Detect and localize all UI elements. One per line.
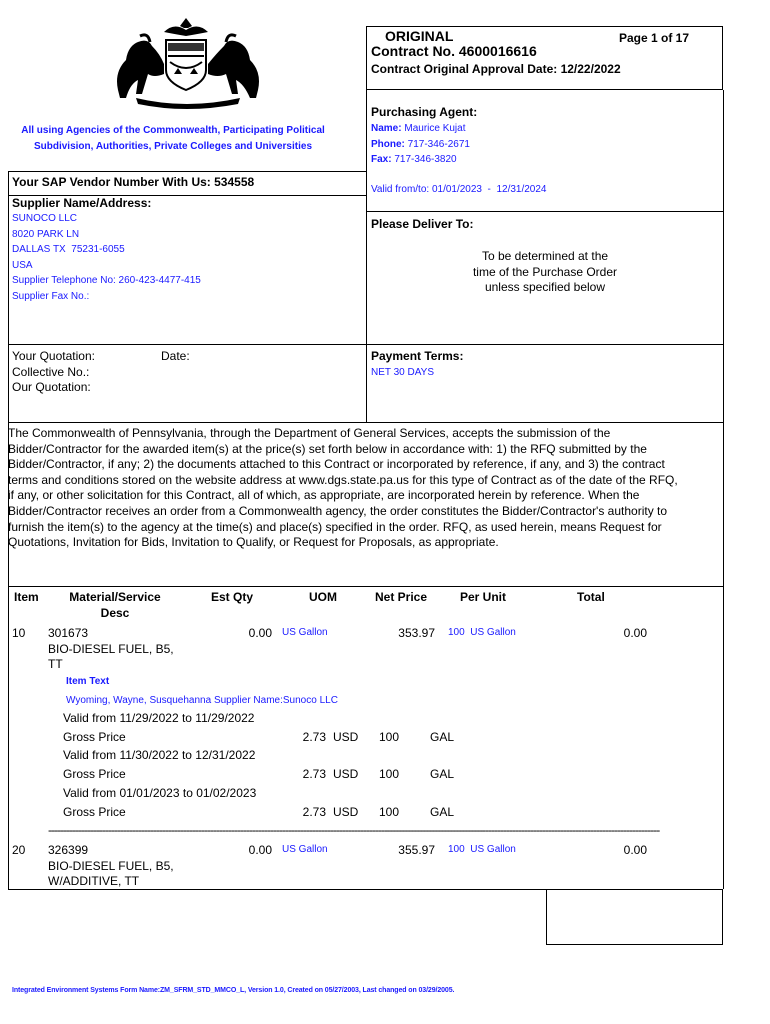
- supplier-name: SUNOCO LLC: [12, 213, 78, 224]
- agent-name-label: Name:: [371, 123, 402, 134]
- table-right: [723, 586, 724, 889]
- row1-desc-line2: TT: [48, 657, 63, 671]
- pricing-label: Gross Price: [63, 805, 126, 819]
- approval-date: Contract Original Approval Date: 12/22/2022: [371, 62, 621, 76]
- terms-line: furnish the item(s) to the agency at the time(s) and place(s) specified in the order. RFQ, as used herein, means Request for: [8, 519, 662, 534]
- vendor-box-top: [8, 171, 366, 172]
- supplier-city: DALLAS TX 75231-6055: [12, 244, 125, 255]
- pricing-currency: USD: [333, 805, 359, 819]
- pricing-per: 100: [379, 730, 400, 744]
- deliver-box-top: [366, 211, 723, 212]
- row1-qty: 0.00: [248, 626, 272, 640]
- row2-total: 0.00: [623, 843, 647, 857]
- terms-line: Bidder/Contractor, if any; 2) the documents attached to this Contract or incorporated by reference, if any, and 3) the contract: [8, 457, 665, 472]
- row2-desc-line2: W/ADDITIVE, TT: [48, 874, 140, 888]
- row1-per-unit: 100 US Gallon: [448, 627, 516, 638]
- agent-fax-label: Fax:: [371, 154, 392, 165]
- terms-line: if any, or other solicitation for this Contract, all of which, as appropriate, are incorporated herein by reference. When the: [8, 488, 640, 503]
- deliver-text: [432, 249, 658, 296]
- quotation-row-top: [8, 344, 723, 345]
- sap-vendor-number: Your SAP Vendor Number With Us: 534558: [12, 175, 255, 189]
- pricing-unit: GAL: [430, 805, 455, 819]
- pricing-currency: USD: [333, 767, 359, 781]
- contract-number: Contract No. 4600016616: [371, 43, 537, 59]
- form-footer: Integrated Environment Systems Form Name:ZM_SFRM_STD_MMCO_L, Version 1.0, Created on 05/27/2003, Last changed on 03/29/2005.: [12, 987, 455, 994]
- document-status: ORIGINAL: [385, 28, 454, 44]
- deliver-line2: time of the Purchase Order: [472, 264, 618, 279]
- our-quotation-label: Our Quotation:: [12, 380, 91, 394]
- agent-fax: 717-346-3820: [394, 154, 457, 165]
- pricing-per: 100: [379, 805, 400, 819]
- col-net-price-header: Net Price: [375, 590, 428, 604]
- agent-fax-row: [371, 152, 470, 168]
- row2-per-unit: 100 US Gallon: [448, 844, 516, 855]
- supplier-street: 8020 PARK LN: [12, 228, 80, 240]
- purchasing-agent-heading: Purchasing Agent:: [371, 105, 478, 119]
- collective-no-label: Collective No.:: [12, 364, 90, 379]
- terms-paragraph: [8, 426, 724, 551]
- row1-uom: US Gallon: [282, 627, 328, 638]
- pricing-unit: GAL: [430, 767, 455, 781]
- item-text-label: Item Text: [66, 676, 110, 687]
- row2-net-price: 355.97: [398, 843, 435, 857]
- agent-name-row: [371, 121, 470, 137]
- supplier-fax: Supplier Fax No.:: [12, 290, 90, 302]
- pricing-valid: Valid from 01/01/2023 to 01/02/2023: [63, 786, 257, 800]
- item-text: Wyoming, Wayne, Susquehanna Supplier Name:Sunoco LLC: [66, 695, 338, 706]
- pricing-currency: USD: [333, 730, 359, 744]
- pricing-amount: 2.73: [302, 730, 326, 744]
- payment-terms: NET 30 DAYS: [371, 367, 434, 378]
- terms-line: Bidder/Contractor receives an order from a Commonwealth agency, the order constitutes the Bidder/Contractor's authority to: [8, 503, 668, 518]
- supplier-address: [12, 211, 201, 304]
- terms-line: Bidder/Contractor for the awarded item(s) at the price(s) set forth below in accordance with: 1) the RFQ submitted by the: [8, 441, 647, 456]
- agencies-note: [8, 123, 338, 155]
- row1-desc-line1: BIO-DIESEL FUEL, B5,: [48, 641, 174, 656]
- payment-terms-heading: Payment Terms:: [371, 349, 464, 363]
- table-left: [8, 586, 9, 889]
- row2-uom: US Gallon: [282, 844, 328, 855]
- col-material-header-line2: Desc: [100, 605, 130, 620]
- your-quotation-label: Your Quotation:: [12, 349, 95, 363]
- terms-bottom: [8, 586, 723, 587]
- agencies-note-line2: Subdivision, Authorities, Private Colleges and Universities: [33, 141, 313, 152]
- row1-net-price: 353.97: [398, 626, 435, 640]
- terms-top: [8, 422, 723, 423]
- agent-phone-row: [371, 137, 470, 153]
- row1-total: 0.00: [623, 626, 647, 640]
- supplier-heading: Supplier Name/Address:: [12, 196, 152, 210]
- supplier-phone: Supplier Telephone No: 260-423-4477-415: [12, 275, 201, 286]
- page-number: Page 1 of 17: [619, 31, 690, 45]
- valid-period: Valid from/to: 01/01/2023 - 12/31/2024: [371, 184, 547, 195]
- pricing-valid: Valid from 11/30/2022 to 12/31/2022: [63, 748, 256, 762]
- agent-phone: 717-346-2671: [407, 138, 470, 150]
- pricing-amount: 2.73: [302, 805, 326, 819]
- agent-phone-label: Phone:: [371, 138, 405, 150]
- quotation-date-label: Date:: [161, 349, 190, 363]
- agencies-note-line1: All using Agencies of the Commonwealth, Participating Political: [21, 125, 325, 136]
- row2-material: [48, 843, 174, 890]
- row1-material: [48, 626, 174, 673]
- pricing-amount: 2.73: [302, 767, 326, 781]
- pricing-unit: GAL: [430, 730, 455, 744]
- row1-item: 10: [12, 626, 26, 640]
- item-separator: ------------------------------------------------------------------------------------------------------------------------------------------------------------------------------------------------------------: [48, 823, 660, 837]
- pricing-label: Gross Price: [63, 767, 126, 781]
- row1-material-number: 301673: [48, 626, 89, 640]
- row2-material-number: 326399: [48, 843, 89, 857]
- supplier-country: USA: [12, 259, 33, 271]
- col-uom-header: UOM: [309, 590, 337, 604]
- col-total-header: Total: [577, 590, 605, 604]
- agent-name: Maurice Kujat: [404, 123, 466, 134]
- terms-line: The Commonwealth of Pennsylvania, through the Department of General Services, accepts the submission of the: [8, 426, 611, 440]
- commonwealth-seal: [108, 12, 268, 110]
- agent-details: [371, 121, 470, 168]
- pricing-label: Gross Price: [63, 730, 126, 744]
- terms-line: Quotations, Invitation for Bids, Invitation to Qualify, or Request for Proposals, as appropriate.: [8, 535, 499, 550]
- row2-qty: 0.00: [248, 843, 272, 857]
- row2-item: 20: [12, 843, 26, 857]
- col-qty-header: Est Qty: [211, 590, 254, 604]
- col-material-header: [60, 590, 170, 621]
- quotation-block: [12, 349, 95, 396]
- terms-line: terms and conditions stored on the website address at www.dgs.state.pa.us for this type of Contract as of the date of the RFQ,: [8, 472, 678, 487]
- total-box: [546, 889, 723, 945]
- col-material-header-line1: Material/Service: [69, 590, 161, 604]
- deliver-line3: unless specified below: [484, 280, 606, 294]
- col-item-header: Item: [14, 590, 39, 604]
- col-per-unit-header: Per Unit: [460, 590, 507, 604]
- deliver-line1: To be determined at the: [481, 249, 609, 263]
- deliver-heading: Please Deliver To:: [371, 217, 474, 231]
- row2-desc-line1: BIO-DIESEL FUEL, B5,: [48, 858, 174, 873]
- frame-middle: [366, 90, 367, 423]
- pricing-per: 100: [379, 767, 400, 781]
- pricing-valid: Valid from 11/29/2022 to 11/29/2022: [63, 711, 255, 725]
